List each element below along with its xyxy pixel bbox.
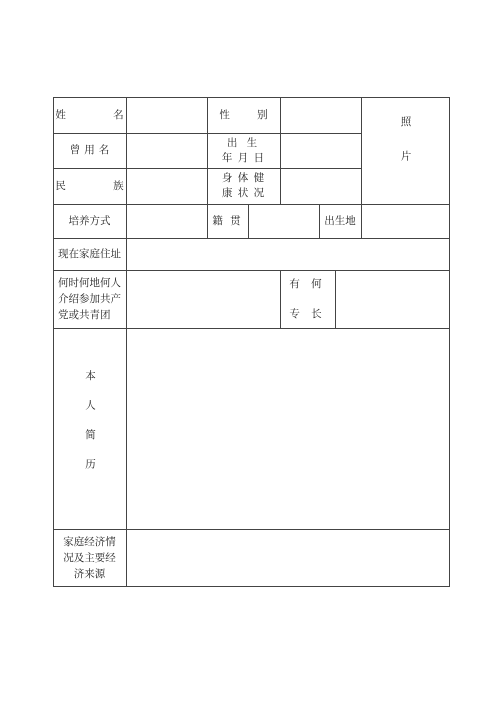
education-method-label-cell <box>53 204 127 239</box>
specialty-label-line2: 专 长 <box>289 308 326 320</box>
party-join-value-cell[interactable] <box>126 270 281 329</box>
specialty-label-line1: 有 何 <box>289 278 326 290</box>
birthplace-label: 出生地 <box>324 214 356 227</box>
birth-date-value-cell[interactable] <box>280 133 362 169</box>
birthplace-value-cell[interactable] <box>361 204 450 239</box>
birthplace-label-cell <box>319 204 362 239</box>
name-label-cell <box>53 97 146 134</box>
party-join-label-cell <box>53 270 127 329</box>
former-name-label-cell <box>53 133 127 169</box>
gender-value-cell[interactable] <box>280 97 362 134</box>
family-econ-value-cell[interactable] <box>126 529 450 587</box>
birth-date-label-line1: 出 生 <box>226 136 261 149</box>
resume-label-cell <box>53 328 127 530</box>
education-method-label: 培养方式 <box>68 214 111 227</box>
specialty-value-cell[interactable] <box>335 270 450 329</box>
health-label-line1: 身 体 健 <box>221 172 266 184</box>
gender-label: 性 别 <box>219 108 280 121</box>
resume-label: 本人简历 <box>84 369 96 488</box>
photo-label: 照片 <box>399 116 412 185</box>
health-label-cell <box>207 168 281 205</box>
health-value-cell[interactable] <box>280 168 362 205</box>
current-address-value-cell[interactable] <box>126 238 450 271</box>
current-address-label: 现在家庭住址 <box>58 247 121 260</box>
family-econ-label-cell <box>53 529 127 587</box>
family-econ-label-line1: 家庭经济情 <box>63 535 116 548</box>
current-address-label-cell <box>53 238 127 271</box>
native-place-label: 籍 贯 <box>212 214 243 227</box>
ethnicity-value-cell[interactable] <box>126 168 208 205</box>
party-join-label-line1: 何时何地何人 <box>58 277 121 289</box>
party-join-label-line2: 介绍参加共产 <box>58 293 121 305</box>
birth-date-label-line2: 年 月 日 <box>221 151 266 164</box>
native-place-value-cell[interactable] <box>248 204 320 239</box>
family-econ-label-line3: 济来源 <box>73 567 106 580</box>
photo-cell[interactable] <box>361 97 450 205</box>
party-join-label-line3: 党或共青团 <box>58 309 111 321</box>
name-label: 姓 名 <box>55 108 146 121</box>
specialty-label-cell <box>280 270 336 329</box>
native-place-label-cell <box>207 204 249 239</box>
former-name-label: 曾用名 <box>69 144 114 156</box>
ethnicity-label: 民 族 <box>55 179 146 192</box>
name-value-cell[interactable] <box>126 97 208 134</box>
family-econ-label-line2: 况及主要经 <box>63 551 116 564</box>
resume-value-cell[interactable] <box>126 328 450 530</box>
birth-date-label-cell <box>207 133 281 169</box>
gender-label-cell <box>207 97 281 134</box>
former-name-value-cell[interactable] <box>126 133 208 169</box>
education-method-value-cell[interactable] <box>126 204 208 239</box>
ethnicity-label-cell <box>53 168 146 205</box>
health-label-line2: 康 状 况 <box>221 187 266 199</box>
